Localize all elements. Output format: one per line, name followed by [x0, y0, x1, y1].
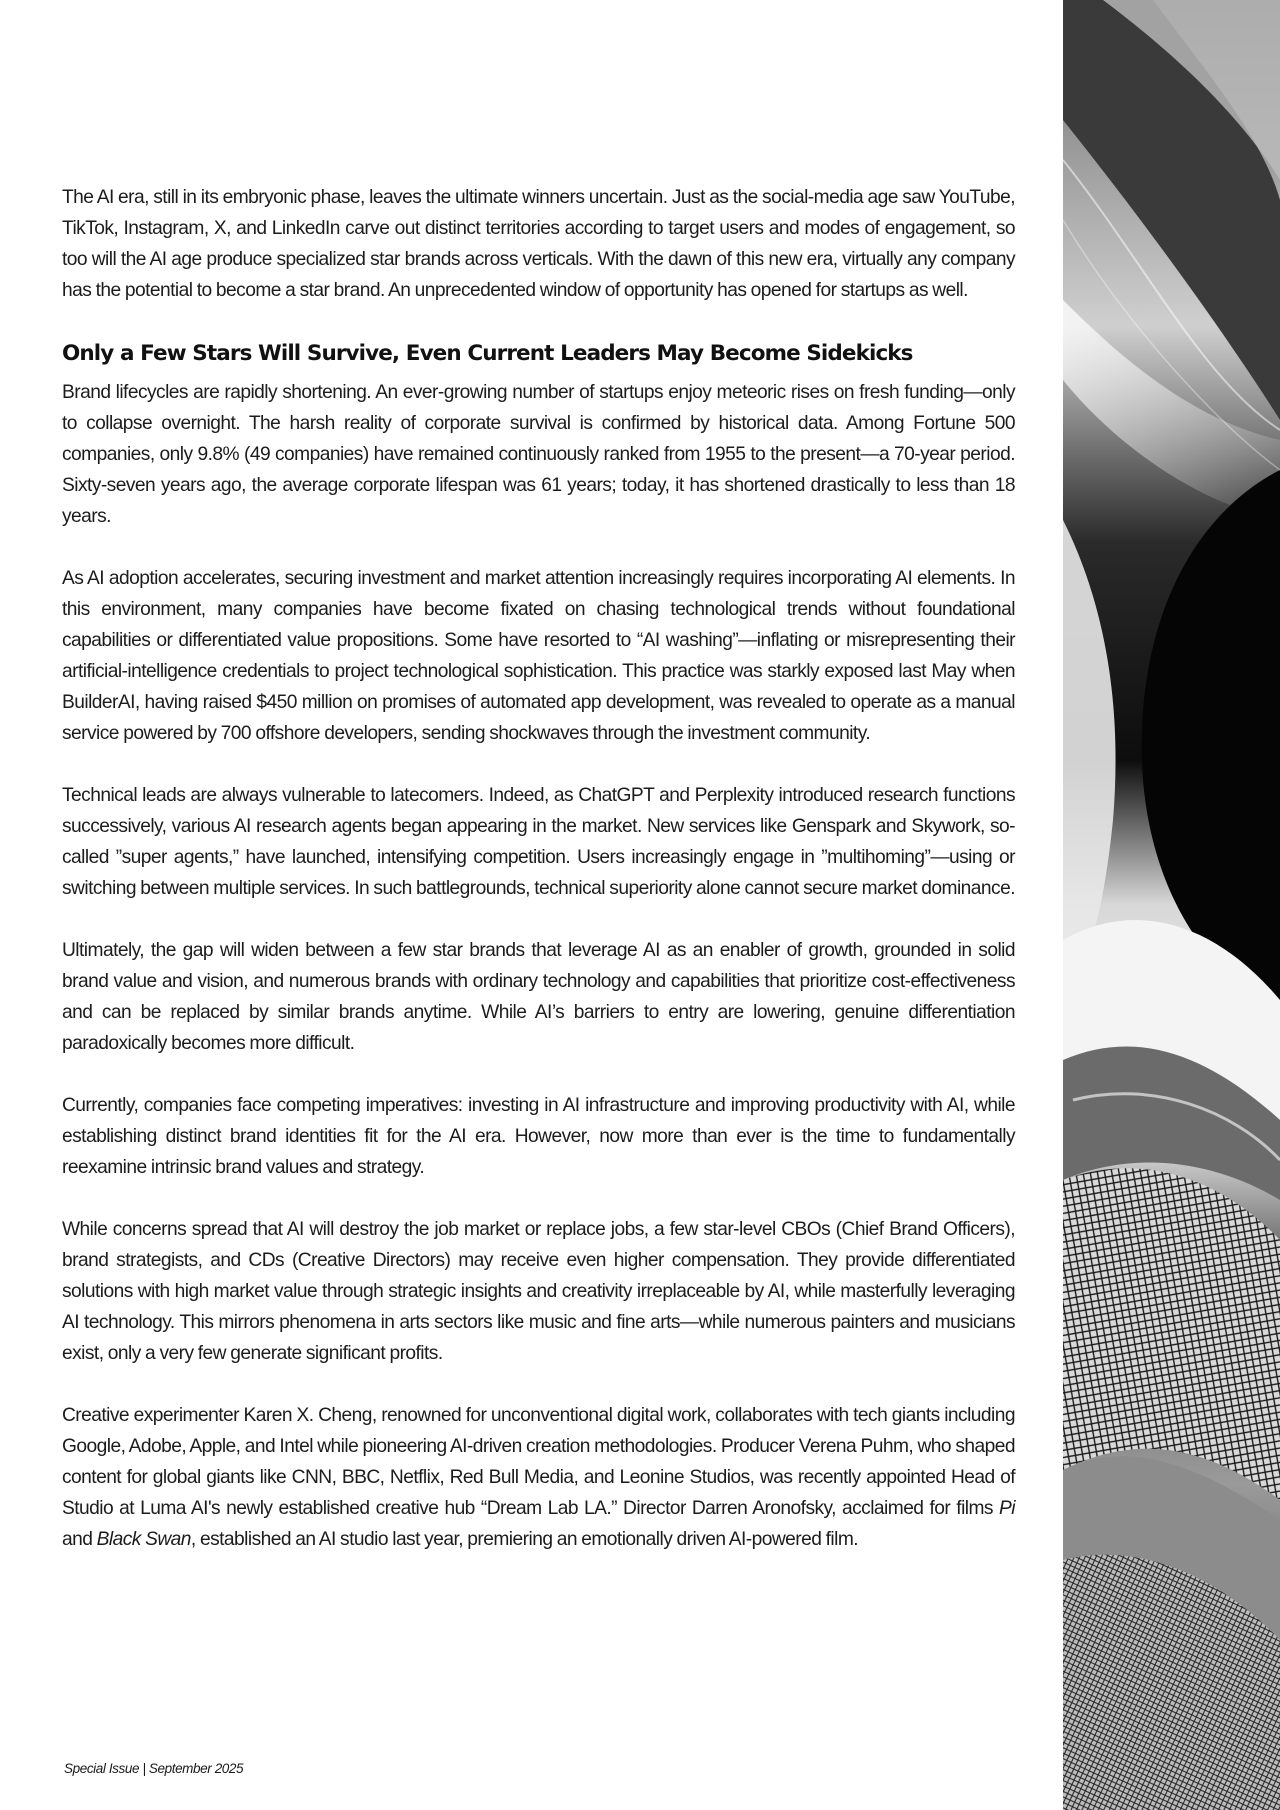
paragraph-creatives — [62, 1400, 1015, 1555]
abstract-waves-image — [1063, 0, 1280, 1810]
art-mesh-fabric — [1063, 1168, 1280, 1500]
intro-paragraph: The AI era, still in its embryonic phase, leaves the ultimate winners uncertain. Just as the social-media age saw YouTube, TikTok, Instagram, X, and LinkedIn carve out distinct territories according to target users and modes of engagement, so too will the AI age produce specialized star brands across verticals. With the dawn of this new era, virtually any company has the potential to become a star brand. An unprecedented window of opportunity has opened for startups as well. — [62, 187, 1015, 301]
film-title-pi: Pi — [999, 1498, 1015, 1519]
paragraph-ai-washing: As AI adoption accelerates, securing investment and market attention increasingly requires incorporating AI elements. In this environment, many companies have become fixated on chasing technological trends without foundational capabilities or differentiated value propositions. Some have resorted to “AI washing”—inflating or misrepresenting their artificial-intelligence credentials to project technological sophistication. This practice was starkly exposed last May when BuilderAI, having raised $450 million on promises of automated app development, was revealed to operate as a manual service powered by 700 offshore developers, sending shockwaves through the investment community. — [62, 568, 1015, 744]
article-body — [62, 182, 1015, 1586]
creatives-text-start: Creative experimenter Karen X. Cheng, renowned for unconventional digital work, collaborates with tech giants including Google, Adobe, Apple, and Intel while pioneering AI-driven creation methodologies. Producer Verena Puhm, who shaped content for global giants like CNN, BBC, Netflix, Red Bull Media, and Leonine Studios, was recently appointed Head of Studio at Luma AI's newly established creative hub “Dream Lab LA.” Director Darren Aronofsky, acclaimed for films — [62, 1405, 1015, 1519]
paragraph-star-cbos: While concerns spread that AI will destroy the job market or replace jobs, a few star-level CBOs (Chief Brand Officers), brand strategists, and CDs (Creative Directors) may receive even higher compensation. They provide differentiated solutions with high market value through strategic insights and creativity irreplaceable by AI, while masterfully leveraging AI technology. This mirrors phenomena in arts sectors like music and fine arts—while numerous painters and musicians exist, only a very few generate significant profits. — [62, 1219, 1015, 1364]
paragraph-gap-widens: Ultimately, the gap will widen between a few star brands that leverage AI as an enabler of growth, grounded in solid brand value and vision, and numerous brands with ordinary technology and capabilities that prioritize cost-effectiveness and can be replaced by similar brands anytime. While AI’s barriers to entry are lowering, genuine differentiation paradoxically becomes more difficult. — [62, 940, 1015, 1054]
paragraph-brand-lifecycles: Brand lifecycles are rapidly shortening. An ever-growing number of startups enjoy meteoric rises on fresh funding—only to collapse overnight. The harsh reality of corporate survival is confirmed by historical data. Among Fortune 500 companies, only 9.8% (49 companies) have remained continuously ranked from 1955 to the present—a 70-year period. Sixty-seven years ago, the average corporate lifespan was 61 years; today, it has shortened drastically to less than 18 years. — [62, 382, 1015, 527]
film-title-black-swan: Black Swan — [96, 1529, 191, 1550]
paragraph-technical-leads: Technical leads are always vulnerable to latecomers. Indeed, as ChatGPT and Perplexity introduced research functions successively, various AI research agents began appearing in the market. New services like Genspark and Skywork, so-called ”super agents,” have launched, intensifying competition. Users increasingly engage in ”multihoming”—using or switching between multiple services. In such battlegrounds, technical superiority alone cannot secure market dominance. — [62, 785, 1015, 899]
page-footer: Special Issue | September 2025 — [64, 1761, 244, 1776]
creatives-text-and: and — [62, 1529, 97, 1550]
abstract-side-artwork — [1063, 0, 1280, 1810]
paragraph-competing-imperatives: Currently, companies face competing imperatives: investing in AI infrastructure and improving productivity with AI, while establishing distinct brand identities fit for the AI era. However, now more than ever is the time to fundamentally reexamine intrinsic brand values and strategy. — [62, 1095, 1015, 1178]
creatives-text-end: , established an AI studio last year, premiering an emotionally driven AI-powered film. — [190, 1529, 859, 1550]
section-heading: Only a Few Stars Will Survive, Even Current Leaders May Become Sidekicks — [62, 341, 913, 366]
